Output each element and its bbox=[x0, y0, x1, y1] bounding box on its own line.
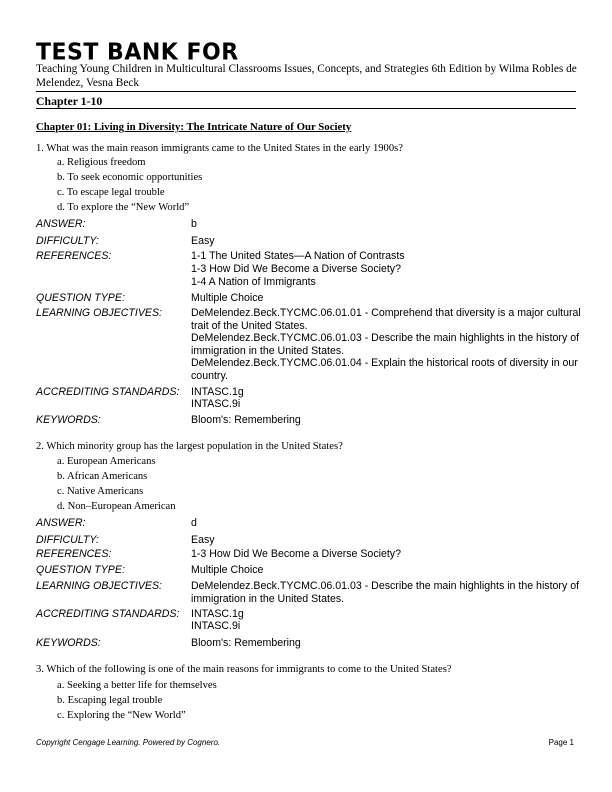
question-2-keywords: Bloom's: Remembering bbox=[191, 637, 301, 649]
answer-label: ANSWER: bbox=[36, 517, 86, 529]
difficulty-label: DIFFICULTY: bbox=[36, 534, 99, 546]
question-2-option-d: d. Non–European American bbox=[57, 501, 176, 512]
footer-copyright: Copyright Cengage Learning. Powered by Cognero. bbox=[36, 738, 221, 747]
question-1-objective-2: DeMelendez.Beck.TYCMC.06.01.03 - Describe the main highlights in the history of immigration in the United States. bbox=[191, 332, 580, 357]
question-2-type: Multiple Choice bbox=[191, 564, 264, 576]
answer-label: ANSWER: bbox=[36, 218, 86, 230]
accrediting-standards-label: ACCREDITING STANDARDS: bbox=[36, 608, 180, 620]
banner-title: TEST BANK FOR bbox=[36, 39, 239, 66]
question-3-option-c: c. Exploring the “New World” bbox=[57, 710, 186, 721]
question-2-reference-1: 1-3 How Did We Become a Diverse Society? bbox=[191, 548, 401, 560]
question-1-difficulty: Easy bbox=[191, 235, 215, 247]
question-2-standard-1: INTASC.1g bbox=[191, 608, 244, 620]
references-label: REFERENCES: bbox=[36, 548, 112, 560]
header-rule bbox=[36, 91, 576, 92]
footer-page-number: Page 1 bbox=[548, 738, 574, 747]
question-1-answer: b bbox=[191, 218, 197, 230]
question-1-standard-2: INTASC.9i bbox=[191, 398, 241, 410]
question-2-option-c: c. Native Americans bbox=[57, 486, 144, 497]
question-1-type: Multiple Choice bbox=[191, 292, 264, 304]
question-2-objective-1: DeMelendez.Beck.TYCMC.06.01.03 - Describe the main highlights in the history of immigration in the United States. bbox=[191, 580, 580, 605]
question-1-standard-1: INTASC.1g bbox=[191, 386, 244, 398]
question-type-label: QUESTION TYPE: bbox=[36, 292, 125, 304]
question-1-objective-3: DeMelendez.Beck.TYCMC.06.01.04 - Explain the historical roots of diversity in our country. bbox=[191, 357, 578, 382]
question-1-reference-1: 1-1 The United States—A Nation of Contrasts bbox=[191, 250, 405, 262]
references-label: REFERENCES: bbox=[36, 250, 112, 262]
accrediting-standards-label: ACCREDITING STANDARDS: bbox=[36, 386, 180, 398]
question-type-label: QUESTION TYPE: bbox=[36, 564, 125, 576]
difficulty-label: DIFFICULTY: bbox=[36, 235, 99, 247]
question-3-option-a: a. Seeking a better life for themselves bbox=[57, 680, 217, 691]
chapter-title: Chapter 01: Living in Diversity: The Intricate Nature of Our Society bbox=[36, 121, 352, 133]
learning-objectives-label: LEARNING OBJECTIVES: bbox=[36, 580, 162, 592]
question-3-option-b: b. Escaping legal trouble bbox=[57, 695, 163, 706]
question-1-keywords: Bloom's: Remembering bbox=[191, 414, 301, 426]
question-2-option-b: b. African Americans bbox=[57, 471, 148, 482]
question-2-stem: 2. Which minority group has the largest population in the United States? bbox=[36, 441, 343, 452]
question-1-option-d: d. To explore the “New World” bbox=[57, 202, 190, 213]
question-1-stem: 1. What was the main reason immigrants came to the United States in the early 1900s? bbox=[36, 143, 403, 154]
question-1-option-c: c. To escape legal trouble bbox=[57, 187, 165, 198]
question-3-stem: 3. Which of the following is one of the main reasons for immigrants to come to the United States? bbox=[36, 664, 452, 675]
question-2-standard-2: INTASC.9i bbox=[191, 620, 241, 632]
question-2-difficulty: Easy bbox=[191, 534, 215, 546]
keywords-label: KEYWORDS: bbox=[36, 414, 101, 426]
learning-objectives-label: LEARNING OBJECTIVES: bbox=[36, 307, 162, 319]
keywords-label: KEYWORDS: bbox=[36, 637, 101, 649]
question-1-objective-1: DeMelendez.Beck.TYCMC.06.01.01 - Comprehend that diversity is a major cultural trait of the United States. bbox=[191, 307, 581, 332]
question-1-option-a: a. Religious freedom bbox=[57, 157, 146, 168]
book-title: Teaching Young Children in Multicultural Classrooms Issues, Concepts, and Strategies 6th Edition by Wilma Robles de Melendez, Vesna Beck bbox=[36, 63, 577, 89]
question-1-reference-3: 1-4 A Nation of Immigrants bbox=[191, 276, 316, 288]
chapter-range: Chapter 1-10 bbox=[36, 94, 103, 108]
chapter-rule bbox=[36, 108, 576, 109]
question-1-reference-2: 1-3 How Did We Become a Diverse Society? bbox=[191, 263, 401, 275]
question-2-option-a: a. European Americans bbox=[57, 456, 156, 467]
question-2-answer: d bbox=[191, 517, 197, 529]
question-1-option-b: b. To seek economic opportunities bbox=[57, 172, 203, 183]
